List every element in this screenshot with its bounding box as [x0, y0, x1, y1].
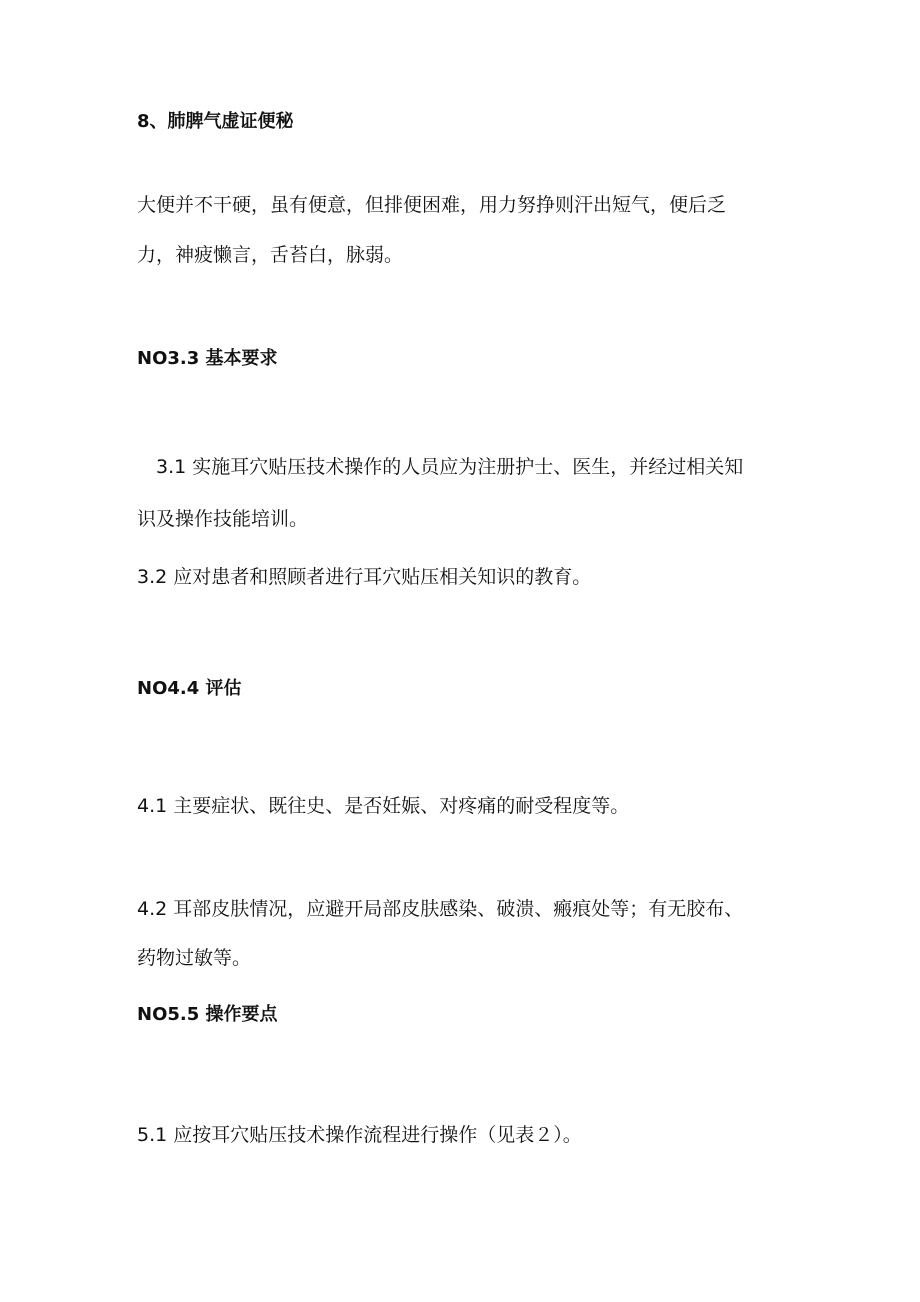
body-line: 大便并不干硬，虽有便意，但排便困难，用力努挣则汗出短气，便后乏 — [137, 194, 727, 216]
body-line: 4.2 耳部皮肤情况，应避开局部皮肤感染、破溃、瘢痕处等；有无胶布、 — [137, 898, 744, 920]
section-heading-3: NO3.3 基本要求 — [137, 348, 278, 369]
body-line: 识及操作技能培训。 — [137, 508, 309, 530]
section-heading-8: 8、肺脾气虚证便秘 — [137, 111, 294, 132]
section-heading-5: NO5.5 操作要点 — [137, 1004, 278, 1025]
body-line: 3.2 应对患者和照顾者进行耳穴贴压相关知识的教育。 — [137, 566, 592, 588]
body-line: 力，神疲懒言，舌苔白，脉弱。 — [137, 244, 404, 266]
body-line: 5.1 应按耳穴贴压技术操作流程进行操作（见表２）。 — [137, 1124, 582, 1146]
section-heading-4: NO4.4 评估 — [137, 678, 242, 699]
body-line: 3.1 实施耳穴贴压技术操作的人员应为注册护士、医生，并经过相关知 — [156, 456, 744, 478]
body-line: 药物过敏等。 — [137, 947, 252, 969]
body-line: 4.1 主要症状、既往史、是否妊娠、对疼痛的耐受程度等。 — [137, 795, 630, 817]
